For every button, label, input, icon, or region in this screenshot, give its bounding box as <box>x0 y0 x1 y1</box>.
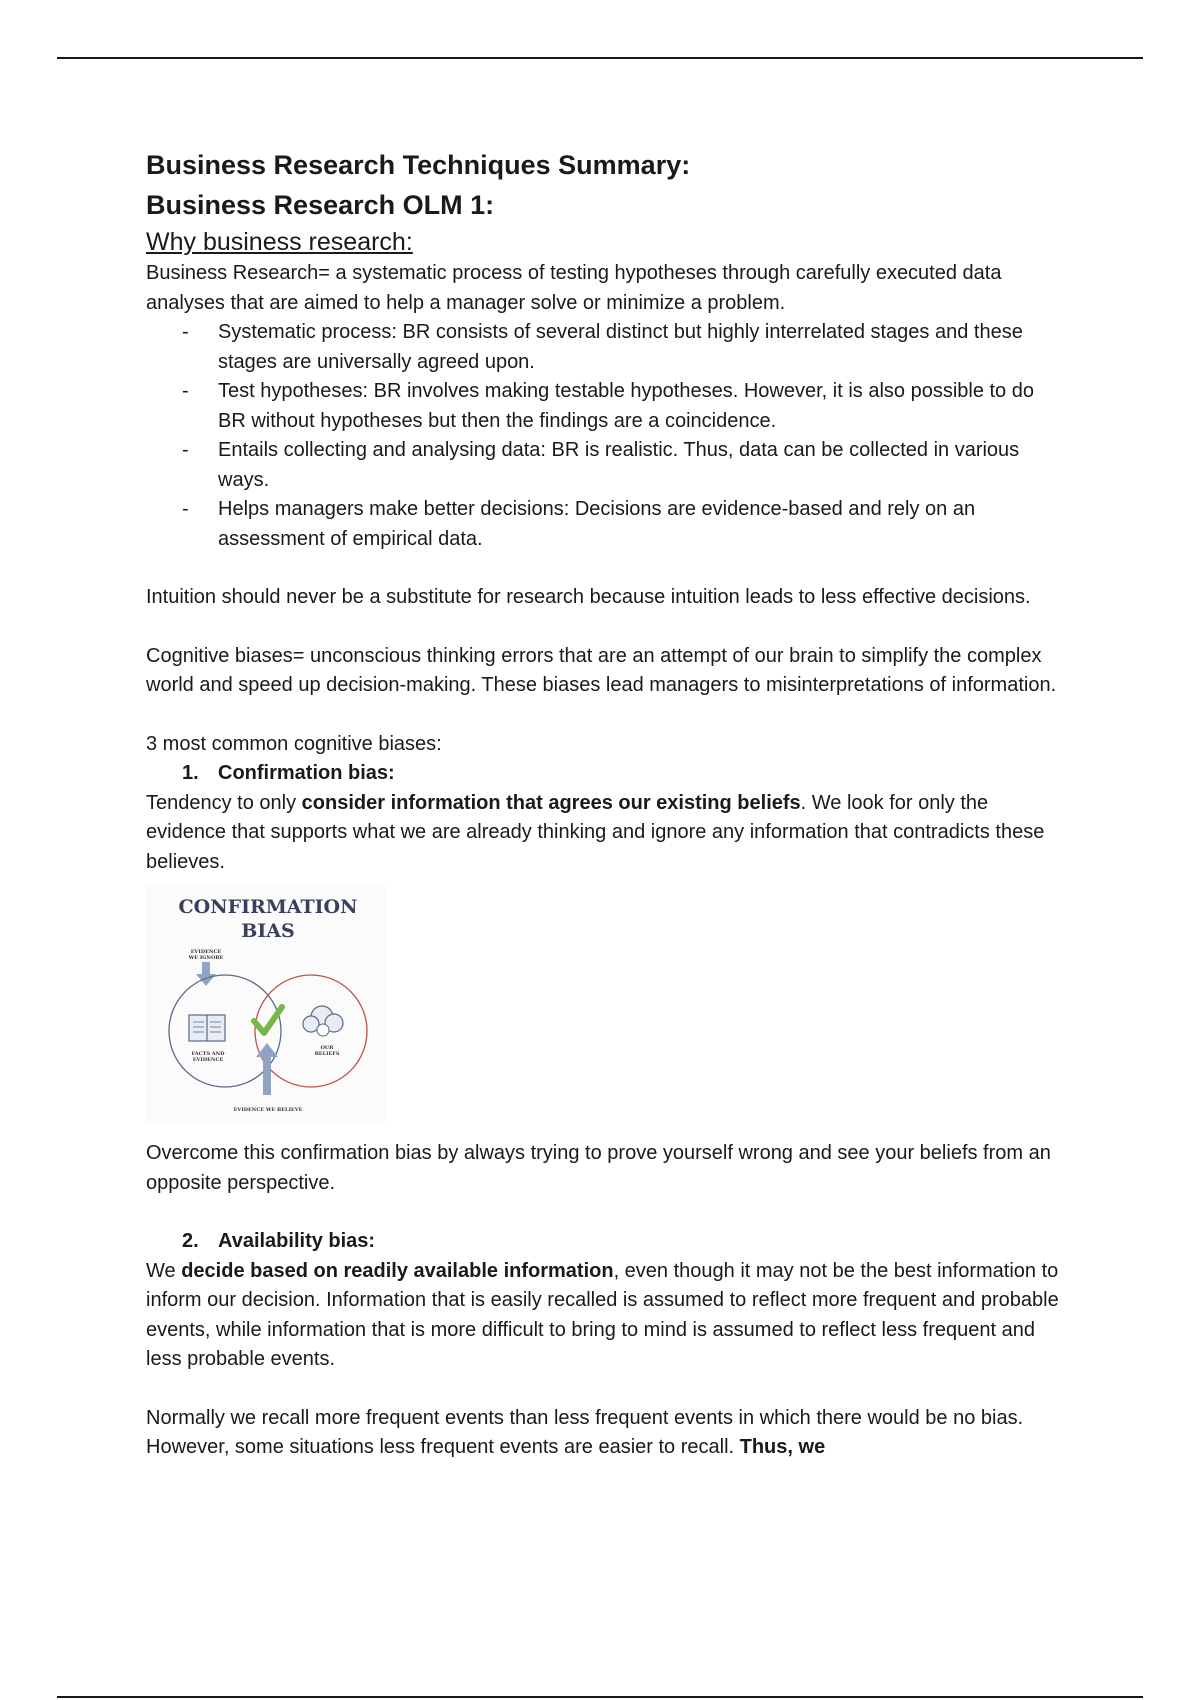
figure-label-beliefs-2: BELIEFS <box>314 1051 340 1057</box>
footer-rule <box>57 1696 1143 1698</box>
overcome-paragraph: Overcome this confirmation bias by always trying to prove yourself wrong and see your beliefs from an opposite perspective. <box>146 1142 1051 1194</box>
figure-label-ignore-1: EVIDENCE <box>190 949 222 955</box>
figure-label-ignore-2: WE IGNORE <box>188 955 224 961</box>
bias-heading-confirmation: 1. Confirmation bias: <box>182 762 395 784</box>
document-subtitle: Business Research OLM 1: <box>146 190 495 220</box>
bias-list-2 <box>146 1227 1066 1257</box>
bias-list-1 <box>146 759 1066 789</box>
document-title: Business Research Techniques Summary: <box>146 150 691 180</box>
thought-cloud-icon <box>303 1006 343 1036</box>
figure-label-believe: EVIDENCE WE BELIEVE <box>233 1107 303 1113</box>
figure-label-facts-1: FACTS AND <box>191 1051 225 1057</box>
believe-arrow-shaft <box>263 1055 271 1095</box>
list-item: - Entails collecting and analysing data: BR is realistic. Thus, data can be collected in various ways. <box>218 436 1066 495</box>
availability-bias-paragraph: We decide based on readily available information, even though it may not be the best information to inform our decision. Information that is easily recalled is assumed to reflect more frequent and probable events, while information that is more difficult to bring to mind is assumed to reflect less frequent and less probable events. <box>146 1259 1059 1370</box>
figure-label-facts-2: EVIDENCE <box>192 1057 224 1063</box>
bias-heading-availability: 2. Availability bias: <box>182 1230 376 1252</box>
document-body <box>146 145 1066 1463</box>
confirmation-bias-paragraph: Tendency to only consider information that agrees our existing beliefs. We look for only the evidence that supports what we are already thinking and ignore any information that contradicts these believes. <box>146 791 1045 873</box>
characteristics-list <box>146 318 1066 554</box>
header-rule <box>57 57 1143 59</box>
believe-arrow-head <box>256 1043 278 1057</box>
book-icon <box>189 1015 225 1041</box>
confirmation-bias-illustration <box>146 885 386 1125</box>
cognitive-biases-paragraph: Cognitive biases= unconscious thinking errors that are an attempt of our brain to simplify the complex world and speed up decision-making. These biases lead managers to misinterpretations of information. <box>146 644 1057 696</box>
confirmation-bias-diagram <box>146 885 386 1125</box>
ignore-arrow-shaft <box>202 962 210 974</box>
intuition-paragraph: Intuition should never be a substitute for research because intuition leads to less effective decisions. <box>146 586 1031 608</box>
list-item: - Helps managers make better decisions: Decisions are evidence-based and rely on an assessment of empirical data. <box>218 495 1066 554</box>
figure-title-line1: CONFIRMATION <box>178 896 358 918</box>
figure-title-line2: BIAS <box>241 920 295 942</box>
list-item: - Test hypotheses: BR involves making testable hypotheses. However, it is also possible to do BR without hypotheses but then the findings are a coincidence. <box>218 377 1066 436</box>
definition-paragraph: Business Research= a systematic process of testing hypotheses through carefully executed data analyses that are aimed to help a manager solve or minimize a problem. <box>146 262 1002 314</box>
figure-label-beliefs-1: OUR <box>320 1045 334 1051</box>
normally-paragraph: Normally we recall more frequent events than less frequent events in which there would be no bias. However, some situations less frequent events are easier to recall. Thus, we <box>146 1406 1024 1458</box>
common-biases-intro: 3 most common cognitive biases: <box>146 732 442 755</box>
list-item: - Systematic process: BR consists of several distinct but highly interrelated stages and these stages are universally agreed upon. <box>218 318 1066 377</box>
section-heading: Why business research: <box>146 228 413 256</box>
